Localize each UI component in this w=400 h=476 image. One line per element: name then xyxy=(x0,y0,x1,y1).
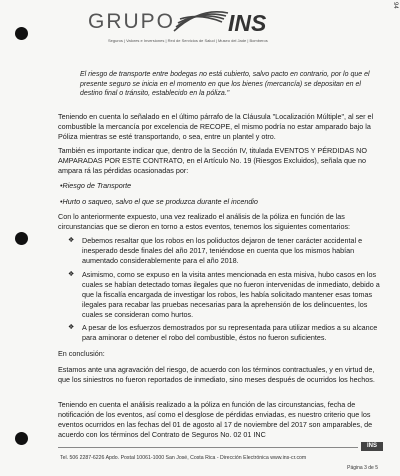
footer-contact: Tel. 506 2287-6226 Apdo. Postal 10061-1000 San José, Costa Rica - Dirección Electrónica www.ins-cr.com xyxy=(60,455,307,461)
comment-bullet xyxy=(68,270,384,320)
footer-rule xyxy=(58,447,358,448)
logo-text-ins: INS xyxy=(228,10,267,36)
ins-tree-logo-icon xyxy=(170,7,230,37)
punch-hole xyxy=(15,27,28,40)
diamond-bullet-icon: ❖ xyxy=(68,237,75,244)
exclusion-item: •Hurto o saqueo, salvo el que se produzca durante el incendio xyxy=(60,197,258,206)
punch-hole xyxy=(15,232,28,245)
logo-text-grupo: GRUPO xyxy=(88,10,176,33)
quoted-clause: El riesgo de transporte entre bodegas no está cubierto, salvo pacto en contrario, por lo que el presente seguro se inicia en el momento en que los bienes (mercancía) se depositan en el destino final o tránsito, establecido en la póliza." xyxy=(80,71,370,97)
diamond-bullet-icon: ❖ xyxy=(68,324,75,331)
paragraph: Teniendo en cuenta lo señalado en el último párrafo de la Cláusula "Localización Múltiple", al ser el combustible la mercancía por excelencia de RECOPE, el mismo podría no estar amparado bajo la Póliza mientras se esté transportando, o sea, entre un plantel y otro. xyxy=(58,112,374,141)
paragraph: Estamos ante una agravación del riesgo, de acuerdo con los términos contractuales, y en virtud de, que los siniestros no fueron reportados de inmediato, sino meses después de ocurridos los hechos. xyxy=(58,365,375,384)
bullet-text: Debemos resaltar que los robos en los poliductos dejaron de tener carácter accidental e inesperado desde finales del año 2017, teniéndose en cuenta que los mismos habían aumentado considerablemente para el año 2018. xyxy=(82,236,363,265)
page-number: Página 3 de 5 xyxy=(347,465,378,471)
page-stamp: 94 xyxy=(392,2,398,9)
paragraph: Con lo anteriormente expuesto, una vez realizado el análisis de la póliza en función de las circunstancias que se dieron en torno a estos eventos, tenemos los siguientes comentarios: xyxy=(58,212,351,231)
exclusion-item: •Riesgo de Transporte xyxy=(60,181,132,190)
comment-bullet xyxy=(68,323,384,343)
paragraph: Teniendo en cuenta el análisis realizado a la póliza en función de las circunstancias, fecha de notificación de los eventos, así como el desglose de pérdidas enviadas, es nuestro criterio que los eventos ocurridos en las fechas del 01 de agosto al 17 de noviembre del 2017 son amparables, de acuerdo con los términos del Contrato de Seguros No. 02 01 INC xyxy=(58,400,373,439)
footer-logo: INS xyxy=(361,442,383,451)
bullet-text: Asimismo, como se expuso en la visita antes mencionada en esta misiva, hubo casos en los cuales se habían detectado tomas ilegales que no fueron intervenidas de inmediato, debido a que la fiscalía encargada de investigar los robos, les había solicitado mantener esas tomas ilegales para recabar las pruebas necesarias para la aprehensión de los delincuentes, los cuales se consideran como hurtos. xyxy=(82,270,380,319)
diamond-bullet-icon: ❖ xyxy=(68,271,75,278)
letterhead xyxy=(88,4,328,48)
section-label: En conclusión: xyxy=(58,349,105,358)
letterhead-subtitle: Seguros | Valores e Inversiones | Red de Servicios de Salud | Museo del Jade | Bomberos xyxy=(108,38,268,43)
bullet-text: A pesar de los esfuerzos demostrados por su representada para utilizar medios a su alcance para aminorar o detener el robo del combustible, éstos no fueron suficientes. xyxy=(82,323,378,342)
comment-bullet xyxy=(68,236,384,266)
paragraph: También es importante indicar que, dentro de la Sección IV, titulada EVENTOS Y PÉRDIDAS NO AMPARADAS POR ESTE CONTRATO, en el Artículo No. 19 (Riesgos Excluidos), señala que no ampara rá las pérdidas ocasionadas por: xyxy=(58,146,367,175)
punch-hole xyxy=(15,432,28,445)
